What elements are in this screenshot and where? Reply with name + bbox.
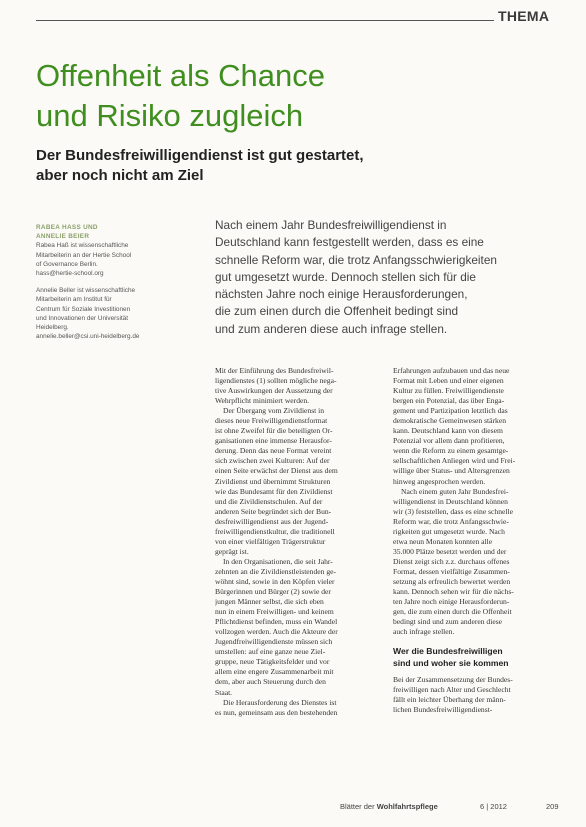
body-text-line: Format mit Leben und einer eigenen bbox=[393, 376, 504, 386]
lead-line: die zum einen durch die Offenheit bedingt sind bbox=[215, 304, 459, 319]
author-email[interactable]: hass@hertie-school.org bbox=[36, 270, 104, 278]
author-bio-line: Centrum für Soziale Investitionen bbox=[36, 305, 131, 313]
author-email[interactable]: annelie.beller@csi.uni-heidelberg.de bbox=[36, 333, 140, 341]
lead-line: schnelle Reform war, die trotz Anfangsschwierigkeiten bbox=[215, 252, 497, 267]
body-text-line: kann. Deutschland kann von diesem bbox=[393, 426, 503, 436]
body-text-line: Der Übergang vom Zivildienst in bbox=[223, 406, 325, 416]
body-text-line: und die Zivildienstschulen. Auf der bbox=[215, 496, 323, 506]
title-line: Offenheit als Chance bbox=[36, 58, 325, 93]
subheading-line: Wer die Bundesfreiwilligen bbox=[393, 646, 503, 657]
author-bio-line: Mitarbeiterin an der Hertie School bbox=[36, 251, 132, 259]
body-text-line: Reform war, die trotz Anfangsschwie- bbox=[393, 516, 509, 526]
body-text-line: wir (3) feststellen, dass es eine schnelle bbox=[393, 506, 513, 516]
body-text-line: umstellen: auf eine ganze neue Ziel- bbox=[215, 647, 326, 657]
body-text-line: freiwilligendienstkultur, die traditionell bbox=[215, 526, 335, 536]
author-bio-line: Rabea Haß ist wissenschaftliche bbox=[36, 242, 129, 250]
body-text-line: ist ohne Zweifel für die beteiligten Or- bbox=[215, 426, 333, 436]
lead-paragraph bbox=[215, 217, 560, 338]
body-text-line: kann. Dennoch sehen wir für die nächs- bbox=[393, 587, 514, 597]
body-text-line: Jugendfreiwilligendienste müssen sich bbox=[215, 637, 333, 647]
body-text bbox=[393, 366, 556, 637]
author-name: ANNELIE BEIER bbox=[36, 233, 90, 241]
body-text-line: hinweg angesprochen werden. bbox=[393, 476, 486, 486]
subtitle-line: Der Bundesfreiwilligendienst ist gut gestartet, bbox=[36, 147, 364, 164]
body-text-line: Kultur zu füllen. Freiwilligendienste bbox=[393, 386, 504, 396]
author-bio-line: Mitarbeiterin am Institut für bbox=[36, 296, 112, 304]
body-text-line: dem, aber auch Steuerung durch den bbox=[215, 677, 326, 687]
body-text-line: etwa neun Monaten konnten alle bbox=[393, 536, 493, 546]
body-text-line: fällt ein leichter Überhang der männ- bbox=[393, 695, 506, 705]
author-block bbox=[36, 286, 196, 341]
body-text bbox=[393, 675, 556, 715]
body-text-line: willige über Status- und Altersgrenzen bbox=[393, 466, 510, 476]
article-title bbox=[36, 56, 416, 136]
body-text-line: bergen ein Potenzial, das über Enga- bbox=[393, 396, 505, 406]
body-text-line: Nach einem guten Jahr Bundesfrei- bbox=[401, 486, 509, 496]
body-text-line: Staat. bbox=[215, 687, 233, 697]
body-text-line: Wehrpflicht minimiert werden. bbox=[215, 396, 310, 406]
lead-line: und zum anderen diese auch infrage stellen. bbox=[215, 321, 448, 336]
body-text-line: derung. Denn das neue Format vereint bbox=[215, 446, 332, 456]
body-text-line: tive Auswirkungen der Aussetzung der bbox=[215, 386, 333, 396]
body-column-left bbox=[215, 366, 378, 718]
lead-line: gut umgesetzt wurde. Dennoch stellen sich für die bbox=[215, 269, 476, 284]
body-text-line: Zivildienst und übernimmt Strukturen bbox=[215, 476, 331, 486]
body-text-line: lichen Bundesfreiwilligendienst- bbox=[393, 705, 493, 715]
body-text-line: freiwilligen nach Alter und Geschlecht bbox=[393, 685, 511, 695]
body-text-line: vollzogen werden. Auch die Akteure der bbox=[215, 627, 338, 637]
body-text-line: ten Jahre noch einige Herausforderun- bbox=[393, 597, 510, 607]
subheading-line: sind und woher sie kommen bbox=[393, 657, 509, 668]
body-text-line: In den Organisationen, die seit Jahr- bbox=[223, 556, 333, 566]
page-number: 209 bbox=[546, 802, 559, 811]
author-block bbox=[36, 223, 196, 232]
body-text-line: Dienst zeigt sich z.z. durchaus offenes bbox=[393, 556, 510, 566]
top-rule bbox=[36, 20, 494, 21]
body-text-line: Potenzial vor allem dann profitieren, bbox=[393, 436, 505, 446]
author-bio-line: of Governance Berlin. bbox=[36, 260, 98, 268]
body-text-line: Die Herausforderung des Dienstes ist bbox=[223, 697, 337, 707]
body-text-line: wie das Bundesamt für den Zivildienst bbox=[215, 486, 333, 496]
body-text-line: gen, die zum einen durch die Offenheit bbox=[393, 607, 512, 617]
journal-prefix: Blätter der bbox=[340, 802, 377, 811]
body-text-line: Format, dessen vielfältige Zusammen- bbox=[393, 566, 510, 576]
author-bio-line: Heidelberg. bbox=[36, 324, 69, 332]
section-tag: THEMA bbox=[498, 8, 550, 24]
body-text-line: es nun, gemeinsam aus den bestehenden bbox=[215, 707, 338, 717]
author-block bbox=[36, 232, 196, 278]
body-text-line: geprägt ist. bbox=[215, 546, 249, 556]
author-bio-line: Annelie Beller ist wissenschaftliche bbox=[36, 287, 136, 295]
body-text-line: ligendienstes (1) sollten mögliche nega- bbox=[215, 376, 337, 386]
section-subheading bbox=[393, 646, 556, 669]
body-text bbox=[215, 366, 378, 718]
body-text-line: sich zwischen zwei Kulturen: Auf der bbox=[215, 456, 330, 466]
journal-bold: Wohlfahrtspflege bbox=[376, 802, 438, 811]
journal-name bbox=[340, 802, 438, 811]
issue-number: 6 | 2012 bbox=[480, 802, 507, 811]
author-info bbox=[36, 223, 196, 349]
body-text-line: Erfahrungen aufzubauen und das neue bbox=[393, 366, 510, 375]
body-text-line: anderen Seite begründet sich der Bun- bbox=[215, 506, 332, 516]
body-text-line: wöhnt sind, sowie in den Köpfen vieler bbox=[215, 576, 335, 586]
author-name: RABEA HASS UND bbox=[36, 224, 98, 231]
article-subtitle bbox=[36, 146, 456, 186]
body-text-line: willigendienst in Deutschland können bbox=[393, 496, 508, 506]
body-text-line: dieses neue Freiwilligendienstformat bbox=[215, 416, 328, 426]
body-text-line: wenn die Reform zu einem gesamtge- bbox=[393, 446, 509, 456]
title-line: und Risiko zugleich bbox=[36, 98, 304, 133]
body-text-line: zehnten an die Zivildienstleistenden ge- bbox=[215, 566, 337, 576]
body-text-line: setzung als erfreulich bewertet werden bbox=[393, 576, 511, 586]
body-text-line: rigkeiten gut umgesetzt wurde. Nach bbox=[393, 526, 505, 536]
lead-line: nächsten Jahre noch einige Herausforderungen, bbox=[215, 287, 468, 302]
body-text-line: demokratische Gemeinwesen stärken bbox=[393, 416, 507, 426]
body-text-line: gement und Partizipation letztlich das bbox=[393, 406, 508, 416]
subtitle-line: aber noch nicht am Ziel bbox=[36, 167, 204, 184]
body-text-line: gruppe, neue Tätigkeitsfelder und vor bbox=[215, 657, 330, 667]
body-text-line: Mit der Einführung des Bundesfreiwil- bbox=[215, 366, 334, 375]
body-text-line: ganisationen eine immense Herausfor- bbox=[215, 436, 332, 446]
body-column-right bbox=[393, 366, 556, 715]
body-text-line: Bürgerinnen und Bürger (2) sowie der bbox=[215, 587, 331, 597]
lead-line: Nach einem Jahr Bundesfreiwilligendienst in bbox=[215, 218, 447, 232]
body-text-line: 35.000 Plätze besetzt werden und der bbox=[393, 546, 507, 556]
body-text-line: auch infrage stellen. bbox=[393, 627, 455, 637]
body-text-line: nun in einem Freiwilligen- und keinem bbox=[215, 607, 334, 617]
lead-line: Deutschland kann festgestellt werden, dass es eine bbox=[215, 235, 484, 250]
body-text-line: desfreiwilligendienst aus der Jugend- bbox=[215, 516, 329, 526]
body-text-line: sellschaftlichen Anliegen wird und Frei- bbox=[393, 456, 516, 466]
body-text-line: allem eine engere Zusammenarbeit mit bbox=[215, 667, 334, 677]
body-text-line: Pflichtdienst befinden, muss ein Wandel bbox=[215, 617, 338, 627]
body-text-line: von einer vielfältigen Trägerstruktur bbox=[215, 536, 326, 546]
body-text-line: jungen Männer selbst, die sich eben bbox=[215, 597, 324, 607]
body-text-line: einen Seite erwächst der Dienst aus dem bbox=[215, 466, 338, 476]
body-text-line: Bei der Zusammensetzung der Bundes- bbox=[393, 675, 513, 685]
author-bio-line: und Innovationen der Universität bbox=[36, 314, 129, 322]
body-text-line: bedingt sind und zum anderen diese bbox=[393, 617, 503, 627]
